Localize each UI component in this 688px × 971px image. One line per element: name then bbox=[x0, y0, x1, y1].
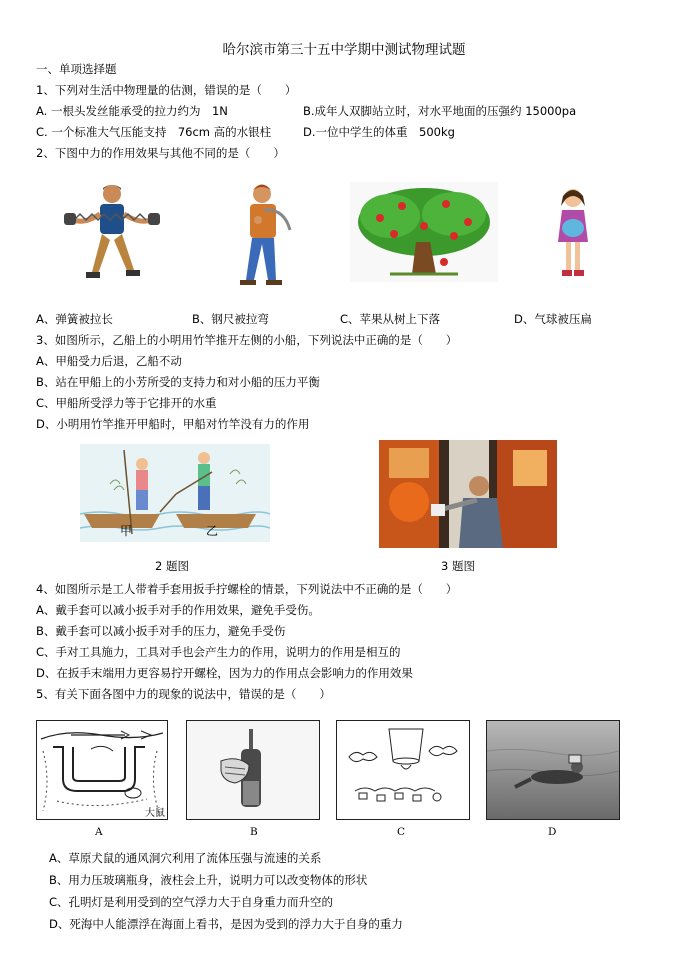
q5-option-c: C、孔明灯是利用受到的空气浮力大于自身重力而升空的 bbox=[49, 895, 334, 909]
burrow-label: 大鼠 bbox=[145, 808, 165, 819]
q1-stem: 1、下列对生活中物理量的估测，错误的是（ ） bbox=[36, 83, 297, 97]
fig2-caption: 2 题图 bbox=[155, 559, 189, 573]
q3-option-a: A、甲船受力后退，乙船不动 bbox=[36, 354, 182, 368]
section-heading: 一、单项选择题 bbox=[36, 62, 117, 76]
q3-option-c: C、甲船所受浮力等于它排开的水重 bbox=[36, 396, 217, 410]
q2-option-b: B、钢尺被拉弯 bbox=[192, 312, 269, 326]
q4-option-c: C、手对工具施力，工具对手也会产生力的作用，说明力的作用是相互的 bbox=[36, 645, 401, 659]
q2-option-c: C、苹果从树上下落 bbox=[340, 312, 441, 326]
burrow-image bbox=[36, 720, 168, 820]
q4-option-d: D、在扳手末端用力更容易拧开螺栓，因为力的作用点会影响力的作用效果 bbox=[36, 666, 413, 680]
q5-caption-a: A bbox=[95, 826, 103, 838]
q2-stem: 2、下图中力的作用效果与其他不同的是（ ） bbox=[36, 146, 285, 160]
q1-option-c: C. 一个标准大气压能支持 76cm 高的水银柱 bbox=[36, 125, 272, 139]
bottle-squeeze-image bbox=[186, 720, 320, 820]
q5-caption-b: B bbox=[250, 826, 258, 838]
q2-option-a: A、弹簧被拉长 bbox=[36, 312, 113, 326]
q1-option-a: A. 一根头发丝能承受的拉力约为 1N bbox=[36, 104, 228, 118]
boat-yi-label: 乙 bbox=[206, 524, 219, 538]
boat-jia-label: 甲 bbox=[120, 524, 133, 538]
q5-caption-c: C bbox=[397, 826, 406, 838]
q4-option-a: A、戴手套可以减小扳手对手的作用效果，避免手受伤。 bbox=[36, 603, 320, 617]
spring-stretch-image bbox=[62, 180, 162, 288]
q2-option-d: D、气球被压扁 bbox=[514, 312, 592, 326]
q4-stem: 4、如图所示是工人带着手套用扳手拧螺栓的情景，下列说法中不正确的是（ ） bbox=[36, 582, 458, 596]
q5-option-b: B、用力压玻璃瓶身，液柱会上升，说明力可以改变物体的形状 bbox=[49, 873, 368, 887]
q3-option-d: D、小明用竹竿推开甲船时，甲船对竹竿没有力的作用 bbox=[36, 417, 310, 431]
page-title: 哈尔滨市第三十五中学期中测试物理试题 bbox=[222, 42, 466, 58]
apple-tree-image bbox=[350, 182, 498, 282]
sky-lantern-image bbox=[336, 720, 470, 820]
dead-sea-image bbox=[486, 720, 620, 820]
q4-option-b: B、戴手套可以减小扳手对手的压力，避免手受伤 bbox=[36, 624, 286, 638]
q5-caption-d: D bbox=[548, 826, 557, 838]
worker-wrench-image bbox=[379, 440, 557, 548]
girl-balloon-image bbox=[548, 186, 598, 284]
q1-option-b: B.成年人双脚站立时，对水平地面的压强约 15000pa bbox=[303, 104, 577, 118]
q5-option-a: A、草原犬鼠的通风洞穴利用了流体压强与流速的关系 bbox=[49, 851, 322, 865]
q5-stem: 5、有关下面各图中力的现象的说法中，错误的是（ ） bbox=[36, 687, 331, 701]
q1-option-d: D.一位中学生的体重 500kg bbox=[303, 125, 455, 139]
fig3-caption: 3 题图 bbox=[441, 559, 475, 573]
q5-option-d: D、死海中人能漂浮在海面上看书，是因为受到的浮力大于自身的重力 bbox=[49, 917, 403, 931]
q3-option-b: B、站在甲船上的小芳所受的支持力和对小船的压力平衡 bbox=[36, 375, 320, 389]
ruler-bend-image bbox=[228, 180, 298, 288]
q3-stem: 3、如图所示，乙船上的小明用竹竿推开左侧的小船，下列说法中正确的是（ ） bbox=[36, 333, 458, 347]
boats-image bbox=[80, 444, 270, 542]
